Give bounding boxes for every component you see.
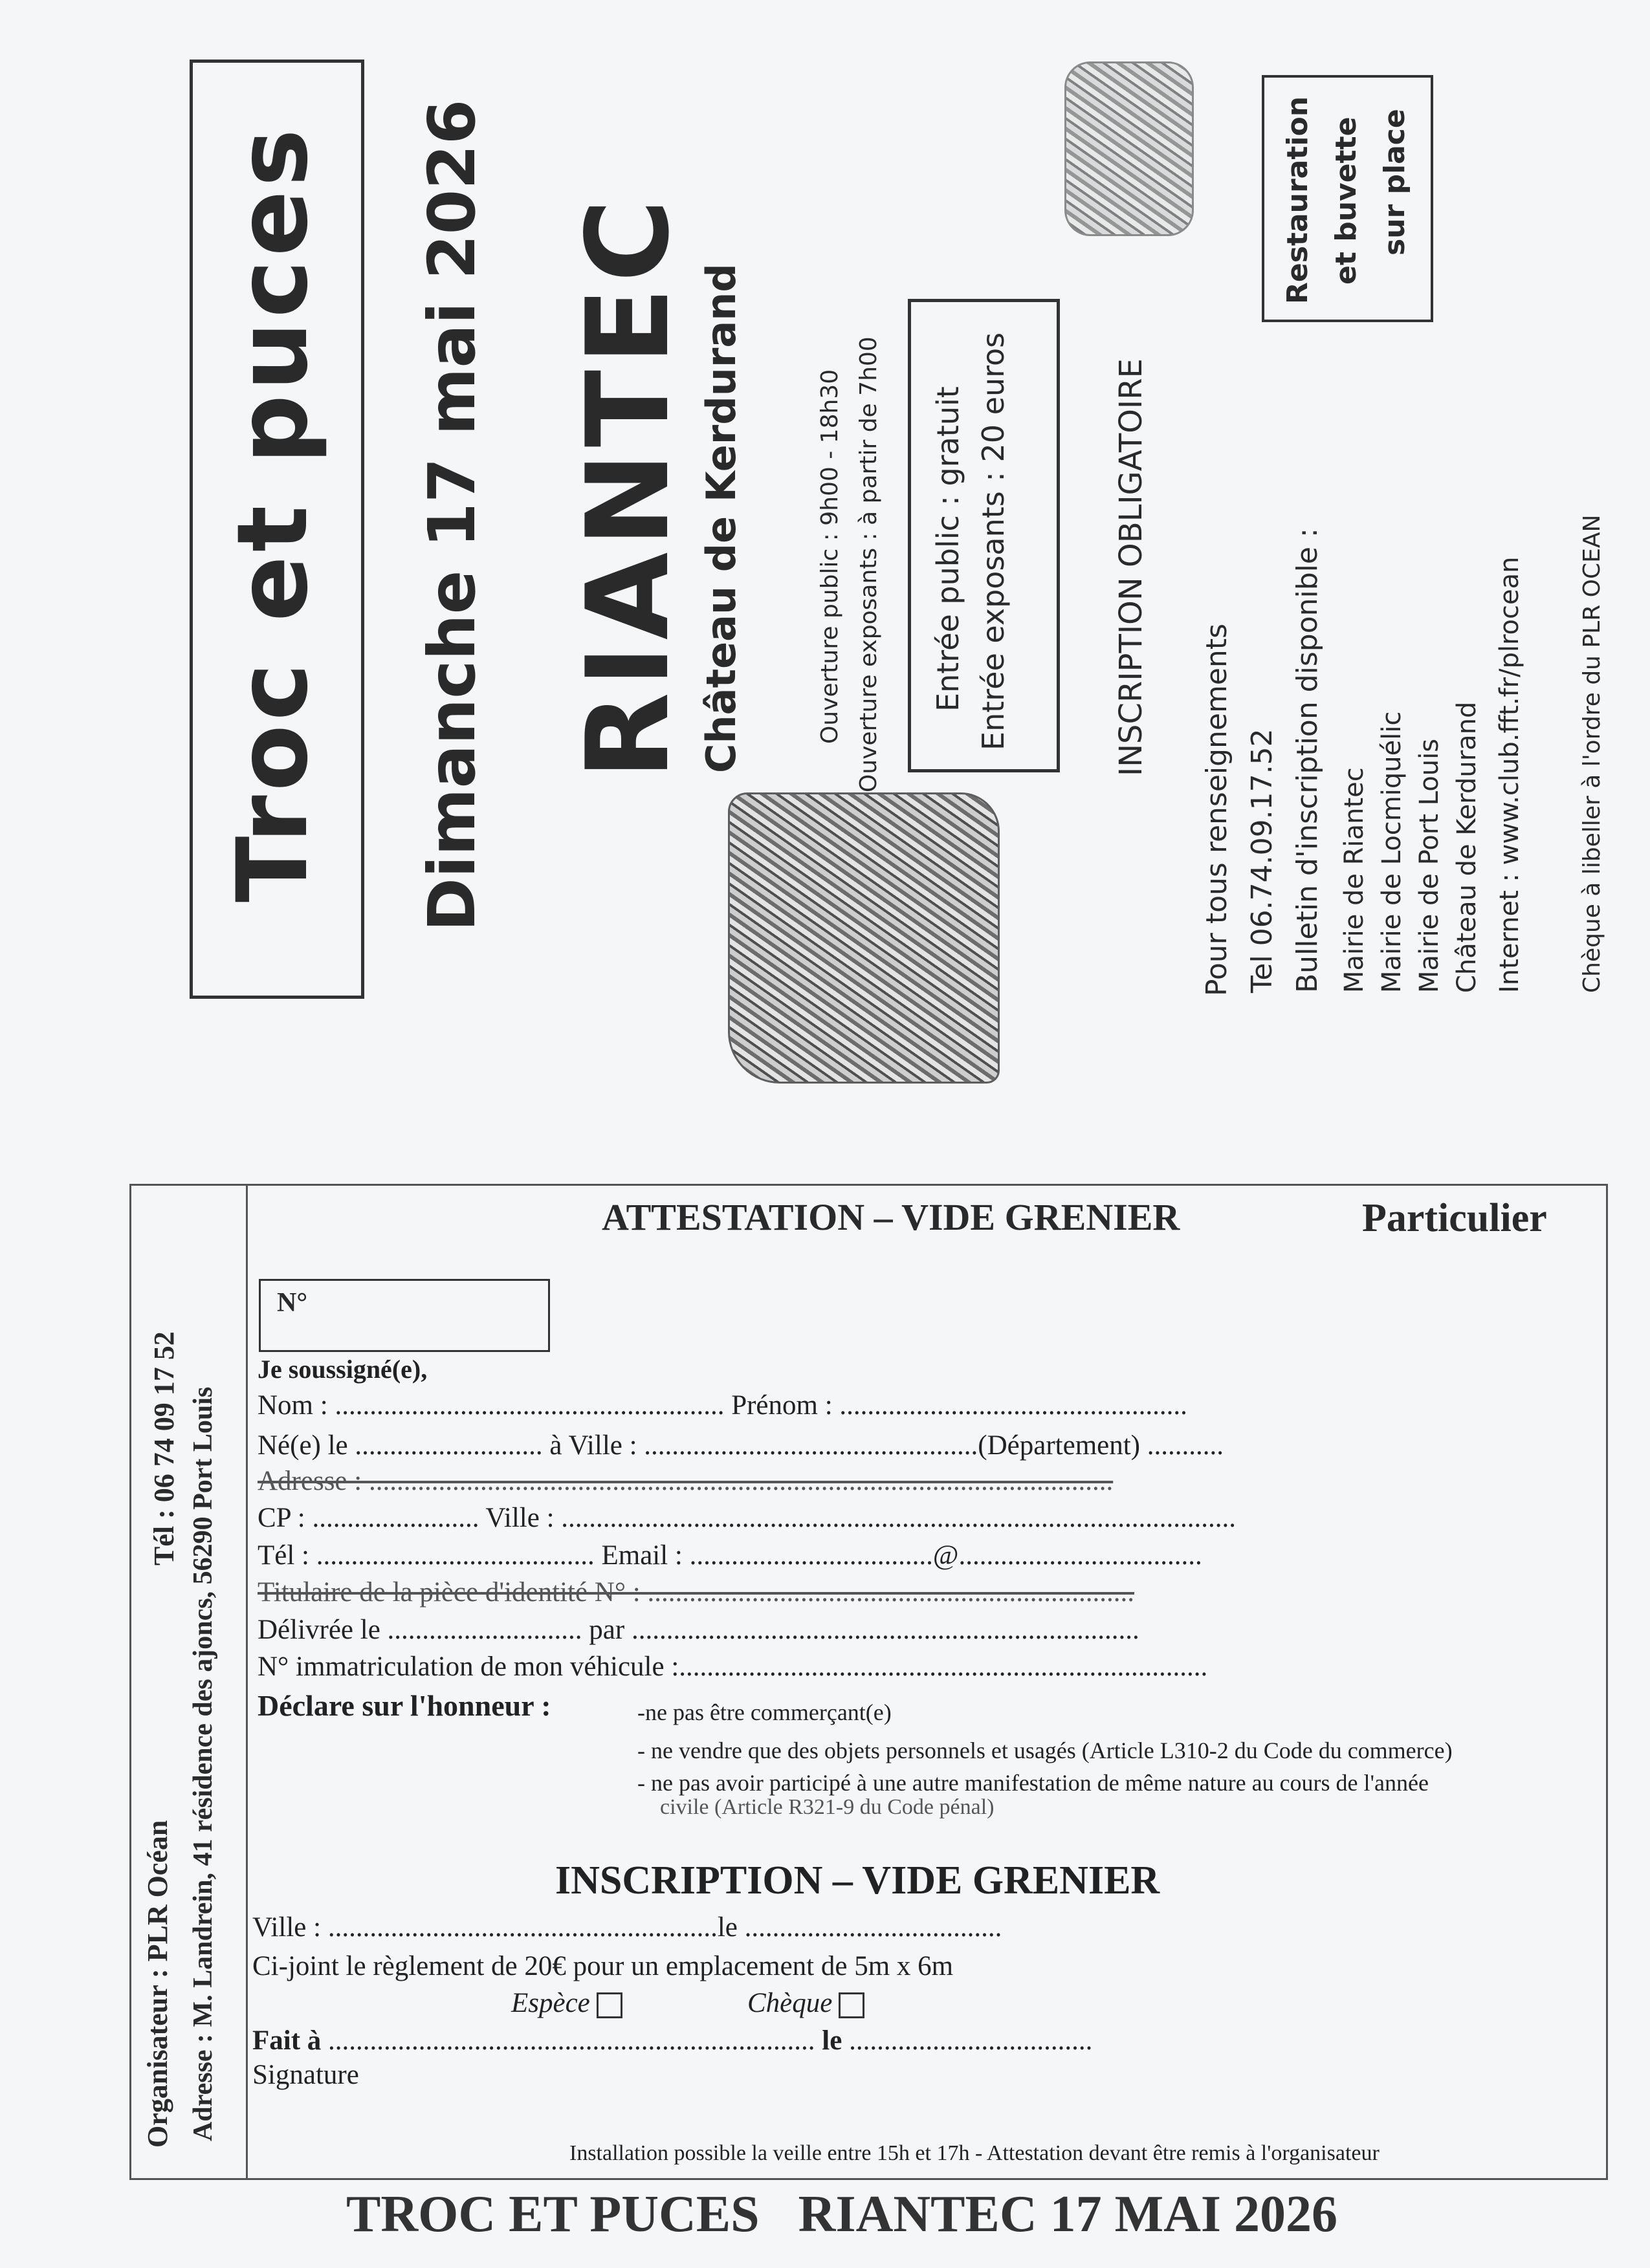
payment-text: Ci-joint le règlement de 20€ pour un emplacement de 5m x 6m [252, 1951, 954, 1981]
declare-label: Déclare sur l'honneur : [258, 1689, 551, 1722]
declaration-4: civile (Article R321-9 du Code pénal) [660, 1795, 995, 1819]
cheque-checkbox[interactable] [839, 1992, 864, 2018]
public-hours: Ouverture public : 9h00 - 18h30 [817, 369, 843, 744]
declaration-2: - ne vendre que des objets personnels et usagés (Article L310-2 du Code du commerce) [637, 1738, 1453, 1763]
cheque-order: Chèque à libeller à l'ordre du PLR OCEAN [1579, 514, 1605, 993]
internet-link: Internet : www.club.fft.fr/plrocean [1495, 556, 1524, 993]
organizer-phone: Tél : 06 74 09 17 52 [148, 1331, 180, 1565]
cheque-label: Chèque [747, 1988, 833, 2018]
poster-title: Troc et puces [217, 125, 329, 902]
undersigned-label: Je soussigné(e), [258, 1355, 428, 1384]
coffee-pot-illustration [1064, 61, 1194, 236]
catering-line-1: Restauration [1281, 96, 1314, 304]
cash-label: Espèce [511, 1988, 590, 2018]
declaration-1: -ne pas être commerçant(e) [637, 1699, 892, 1725]
exhibitor-hours: Ouverture exposants : à partir de 7h00 [855, 336, 882, 792]
cheque-option[interactable] [747, 1987, 864, 2019]
registration-required: INSCRIPTION OBLIGATOIRE [1113, 358, 1149, 776]
issued-field[interactable]: Délivrée le ............................ par ......................................................................... [258, 1615, 1139, 1645]
address-field[interactable]: Adresse : ........................................................................................................... [258, 1466, 1114, 1496]
cash-checkbox[interactable] [597, 1992, 622, 2018]
inscription-city-field[interactable]: Ville : ........................................................le ..................................... [252, 1912, 1002, 1943]
inscription-title: INSCRIPTION – VIDE GRENIER [555, 1859, 1160, 1903]
event-date: Dimanche 17 mai 2026 [414, 99, 490, 932]
info-title: Pour tous renseignements [1200, 624, 1233, 996]
form-title: ATTESTATION – VIDE GRENIER [602, 1196, 1180, 1238]
form-divider [246, 1185, 248, 2179]
birth-field[interactable]: Né(e) le ........................... à Ville : ................................................(Département) ........... [258, 1430, 1224, 1461]
organizer-name: Organisateur : PLR Océan [142, 1820, 173, 2148]
postcode-field[interactable]: CP : ........................ Ville : ................................................................................................. [258, 1503, 1237, 1533]
location-riantec: Mairie de Riantec [1339, 767, 1369, 993]
form-available: Bulletin d'inscription disponible : [1291, 528, 1324, 993]
entry-exhibitors: Entrée exposants : 20 euros [976, 332, 1011, 750]
number-label: N° [277, 1288, 308, 1318]
catering-line-3: sur place [1378, 109, 1411, 256]
form-category: Particulier [1362, 1196, 1547, 1240]
location-kerdurand: Château de Kerdurand [1452, 701, 1482, 993]
made-at-dots: ...................................................................... [328, 2025, 815, 2056]
organizer-address: Adresse : M. Landrein, 41 résidence des ajoncs, 56290 Port Louis [188, 1386, 218, 2141]
town-name: RIANTEC [563, 193, 694, 780]
vehicle-field[interactable]: N° immatriculation de mon véhicule :............................................................................ [258, 1652, 1208, 1682]
page-footer: TROC ET PUCES RIANTEC 17 MAI 2026 [346, 2186, 1338, 2243]
catering-line-2: et buvette [1330, 116, 1363, 285]
location-portlouis: Mairie de Port Louis [1414, 738, 1444, 993]
form-footnote: Installation possible la veille entre 15h et 17h - Attestation devant être remis à l'organisateur [569, 2141, 1380, 2165]
made-at-label: Fait à [252, 2025, 322, 2056]
cash-option[interactable] [511, 1987, 622, 2019]
entry-public: Entrée public : gratuit [930, 386, 965, 712]
made-at-field[interactable] [252, 2025, 1092, 2056]
on-label: le [822, 2025, 842, 2056]
signature-label: Signature [252, 2060, 359, 2090]
antiques-illustration [728, 792, 1000, 1084]
info-phone: Tel 06.74.09.17.52 [1246, 728, 1279, 993]
name-field[interactable]: Nom : ........................................................ Prénom : .................................................. [258, 1390, 1187, 1421]
id-number-field[interactable]: Titulaire de la pièce d'identité N° : ...................................................................... [258, 1577, 1135, 1608]
on-dots: ................................... [849, 2025, 1093, 2056]
venue-name: Château de Kerdurand [698, 263, 745, 773]
location-locmiquelic: Mairie de Locmiquélic [1377, 711, 1407, 993]
contact-field[interactable]: Tél : ........................................ Email : ...................................@................................... [258, 1540, 1202, 1571]
declaration-3: - ne pas avoir participé à une autre manifestation de même nature au cours de l'année [637, 1770, 1429, 1796]
